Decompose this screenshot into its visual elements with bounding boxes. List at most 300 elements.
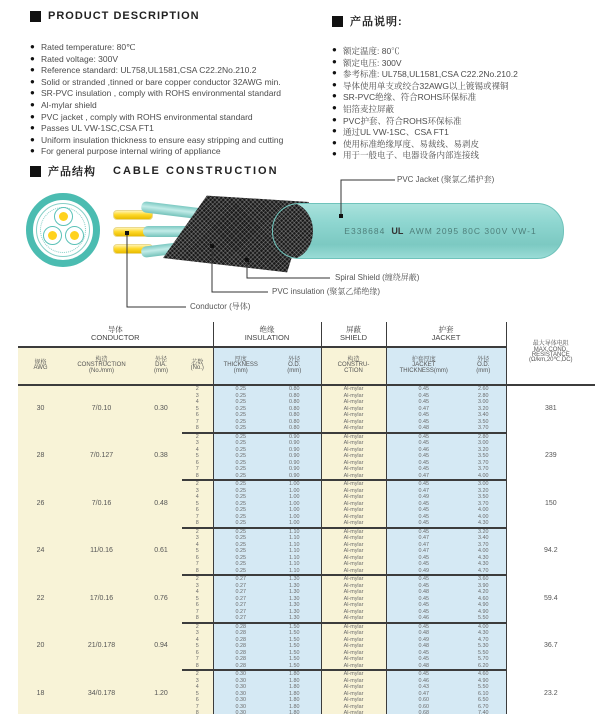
list-item-text: PVC护套、符合ROHS环保标准 [343, 115, 462, 126]
product-description-list-zh [332, 45, 518, 161]
cores-cell: 6 [182, 507, 213, 514]
ins-od-cell: 1.10 [268, 535, 321, 542]
core-circle [65, 226, 84, 245]
ins-thickness-cell: 0.27 [213, 589, 268, 596]
shield-cell: Al-mylar [321, 548, 386, 555]
ins-thickness-cell: 0.28 [213, 663, 268, 671]
ins-thickness-cell: 0.25 [213, 425, 268, 433]
jacket-od-cell: 4.00 [461, 548, 506, 555]
list-item-text: 通过UL VW-1SC、CSA FT1 [343, 127, 449, 138]
ins-od-cell: 1.50 [268, 663, 321, 671]
shield-cell: Al-mylar [321, 609, 386, 616]
jacket-thickness-cell: 0.48 [386, 425, 461, 433]
jacket-od-cell: 5.30 [461, 643, 506, 650]
list-item-text: 导体使用单支或绞合32AWG以上镀锡或裸铜 [343, 80, 509, 91]
shield-cell: Al-mylar [321, 535, 386, 542]
ins-thickness-cell: 0.30 [213, 691, 268, 698]
cores-cell: 7 [182, 514, 213, 521]
ins-thickness-cell: 0.25 [213, 466, 268, 473]
list-item-text: Solid or stranded ,tinned or bare copper conductor 32AWG min. [41, 76, 281, 87]
jacket-od-cell: 4.60 [461, 596, 506, 603]
spec-table [18, 322, 595, 714]
cores-cell: 7 [182, 466, 213, 473]
spec-row-28awg-2c [18, 433, 595, 441]
construction-cell: 34/0.178 [63, 670, 140, 714]
shield-cell: Al-mylar [321, 453, 386, 460]
jacket-od-cell: 3.40 [461, 412, 506, 419]
jacket-thickness-cell: 0.45 [386, 501, 461, 508]
jacket-thickness-cell: 0.43 [386, 684, 461, 691]
jacket-thickness-cell: 0.45 [386, 575, 461, 583]
cores-cell: 7 [182, 561, 213, 568]
cores-cell: 2 [182, 670, 213, 678]
shield-cell: Al-mylar [321, 596, 386, 603]
black-square-icon [30, 11, 41, 22]
jacket-od-cell: 4.30 [461, 561, 506, 568]
jacket-od-cell: 3.70 [461, 542, 506, 549]
jacket-thickness-cell: 0.45 [386, 514, 461, 521]
jacket-od-cell: 3.40 [461, 535, 506, 542]
construction-cell: 7/0.10 [63, 385, 140, 433]
dia-column-header: 外径 DIA. (mm) [140, 347, 182, 385]
shield-cell: Al-mylar [321, 419, 386, 426]
shield-cell: Al-mylar [321, 399, 386, 406]
ins-thickness-cell: 0.25 [213, 447, 268, 454]
jacket-thickness-cell: 0.49 [386, 568, 461, 576]
awg-cell: 18 [18, 670, 63, 714]
cores-cell: 3 [182, 488, 213, 495]
shield-cell: Al-mylar [321, 684, 386, 691]
ins-thickness-cell: 0.25 [213, 501, 268, 508]
spec-row-18awg-2c [18, 670, 595, 678]
ins-od-cell: 0.80 [268, 385, 321, 393]
cores-cell: 8 [182, 425, 213, 433]
jacket-od-cell: 5.50 [461, 615, 506, 623]
jacket-od-cell: 3.20 [461, 488, 506, 495]
jacket-thickness-cell: 0.60 [386, 697, 461, 704]
ins-od-cell: 0.80 [268, 425, 321, 433]
ins-thickness-cell: 0.30 [213, 678, 268, 685]
ins-od-cell: 0.90 [268, 466, 321, 473]
jacket-od-cell: 4.30 [461, 555, 506, 562]
bullet-icon: ● [30, 76, 35, 86]
cores-cell: 8 [182, 615, 213, 623]
insulation-group-header: 绝缘 INSULATION [213, 322, 321, 347]
ins-od-cell: 0.90 [268, 433, 321, 441]
jacket-od-cell: 4.90 [461, 678, 506, 685]
ins-od-cell: 1.50 [268, 623, 321, 631]
jacket-thickness-cell: 0.45 [386, 412, 461, 419]
product-description-title-text: PRODUCT DESCRIPTION [48, 10, 200, 22]
cores-cell: 8 [182, 520, 213, 528]
ins-od-cell: 1.00 [268, 507, 321, 514]
cable-print [328, 204, 553, 258]
jacket-thickness-cell: 0.45 [386, 596, 461, 603]
jacket-od-cell: 6.50 [461, 697, 506, 704]
ins-thickness-cell: 0.27 [213, 575, 268, 583]
shield-cell: Al-mylar [321, 704, 386, 711]
ins-thickness-cell: 0.30 [213, 710, 268, 714]
ins-thickness-cell: 0.25 [213, 473, 268, 481]
jacket-thickness-cell: 0.45 [386, 656, 461, 663]
jacket-thickness-cell: 0.45 [386, 433, 461, 441]
jacket-thickness-cell: 0.45 [386, 440, 461, 447]
shield-end-cap [272, 203, 313, 259]
cores-cell: 3 [182, 440, 213, 447]
product-description-title-zh [332, 13, 403, 29]
jacket-thickness-column-header: 护套厚度 JACKET THICKNESS(mm) [386, 347, 461, 385]
list-item [30, 88, 283, 100]
shield-cell: Al-mylar [321, 561, 386, 568]
ins-od-column-header: 外径 O.D. (mm) [268, 347, 321, 385]
shield-cell: Al-mylar [321, 507, 386, 514]
jacket-od-cell: 3.70 [461, 466, 506, 473]
jacket-thickness-cell: 0.47 [386, 406, 461, 413]
cable-construction-title [30, 163, 279, 179]
cores-cell: 3 [182, 630, 213, 637]
bullet-icon: ● [30, 65, 35, 75]
jacket-od-cell: 4.70 [461, 568, 506, 576]
jacket-thickness-cell: 0.45 [386, 460, 461, 467]
cable-cross-section [26, 193, 100, 267]
jacket-thickness-cell: 0.45 [386, 650, 461, 657]
jacket-od-cell: 3.70 [461, 501, 506, 508]
ins-thickness-cell: 0.30 [213, 684, 268, 691]
jacket-thickness-cell: 0.45 [386, 399, 461, 406]
shield-group-header: 屏蔽 SHIELD [321, 322, 386, 347]
shield-cell: Al-mylar [321, 575, 386, 583]
list-item-text: 额定温度: 80℃ [343, 46, 400, 56]
ins-od-cell: 1.30 [268, 575, 321, 583]
jacket-od-cell: 6.20 [461, 663, 506, 671]
bullet-icon: ● [30, 99, 35, 109]
shield-label: Spiral Shield (缠绕屏蔽) [335, 273, 420, 282]
jacket-thickness-cell: 0.45 [386, 507, 461, 514]
shield-cell: Al-mylar [321, 514, 386, 521]
jacket-od-cell: 4.00 [461, 473, 506, 481]
shield-cell: Al-mylar [321, 710, 386, 714]
cores-cell: 8 [182, 710, 213, 714]
ins-thickness-column-header: 厚度 THICKNESS (mm) [213, 347, 268, 385]
bullet-icon: ● [30, 88, 35, 98]
shield-cell: Al-mylar [321, 555, 386, 562]
spec-row-30awg-2c [18, 385, 595, 393]
shield-cell: Al-mylar [321, 440, 386, 447]
jacket-od-cell: 3.00 [461, 440, 506, 447]
bullet-icon: ● [332, 102, 337, 112]
list-item-text: For general purpose internal wiring of appliance [41, 146, 221, 157]
list-item [332, 103, 518, 115]
cores-cell: 2 [182, 480, 213, 488]
ins-od-cell: 1.10 [268, 528, 321, 536]
list-item [332, 149, 518, 161]
ins-thickness-cell: 0.30 [213, 697, 268, 704]
construction-cell: 17/0.16 [63, 575, 140, 623]
ins-thickness-cell: 0.25 [213, 453, 268, 460]
shield-construction-column-header: 构造 CONSTRU- CTION [321, 347, 386, 385]
black-square-icon [332, 16, 343, 27]
jacket-thickness-cell: 0.45 [386, 561, 461, 568]
jacket-thickness-cell: 0.47 [386, 473, 461, 481]
list-item [332, 138, 518, 150]
dia-cell: 1.20 [140, 670, 182, 714]
jacket-od-cell: 5.70 [461, 656, 506, 663]
shield-cell: Al-mylar [321, 630, 386, 637]
dia-cell: 0.94 [140, 623, 182, 671]
ins-od-cell: 0.80 [268, 393, 321, 400]
cores-cell: 5 [182, 501, 213, 508]
list-item-text: SR-PVC绝缘、符合ROHS环保标准 [343, 92, 477, 103]
bullet-icon: ● [332, 56, 337, 66]
ins-od-cell: 1.50 [268, 637, 321, 644]
dia-cell: 0.48 [140, 480, 182, 528]
jacket-thickness-cell: 0.47 [386, 542, 461, 549]
construction-cell: 7/0.127 [63, 433, 140, 481]
ins-od-cell: 1.00 [268, 520, 321, 528]
bullet-icon: ● [30, 146, 35, 156]
bullet-icon: ● [332, 91, 337, 101]
ul-mark-icon: UL [391, 226, 404, 236]
cores-cell: 5 [182, 406, 213, 413]
ins-od-cell: 1.00 [268, 501, 321, 508]
list-item [332, 80, 518, 92]
cores-cell: 5 [182, 453, 213, 460]
ins-od-cell: 0.80 [268, 399, 321, 406]
list-item-text: Reference standard: UL758,UL1581,CSA C22.2No.210.2 [41, 65, 257, 76]
group-header-row [18, 322, 595, 347]
jacket-thickness-cell: 0.45 [386, 466, 461, 473]
cores-cell: 3 [182, 583, 213, 590]
bullet-icon: ● [30, 42, 35, 51]
cores-cell: 2 [182, 385, 213, 393]
shield-cell: Al-mylar [321, 528, 386, 536]
spec-row-26awg-2c [18, 480, 595, 488]
cable-construction-title-zh: 产品结构 [48, 166, 96, 178]
jacket-od-cell: 5.50 [461, 684, 506, 691]
ins-thickness-cell: 0.25 [213, 555, 268, 562]
list-item-text: SR-PVC insulation , comply with ROHS environmental standard [41, 88, 281, 99]
ins-od-cell: 1.80 [268, 691, 321, 698]
jacket-od-cell: 4.00 [461, 514, 506, 521]
bullet-icon: ● [332, 114, 337, 124]
resistance-cell: 239 [506, 433, 595, 481]
cores-cell: 8 [182, 568, 213, 576]
shield-cell: Al-mylar [321, 393, 386, 400]
jacket-od-cell: 3.60 [461, 575, 506, 583]
ins-od-cell: 1.10 [268, 561, 321, 568]
list-item [30, 112, 283, 124]
bullet-icon: ● [332, 68, 337, 78]
shield-cell: Al-mylar [321, 615, 386, 623]
jacket-od-cell: 3.00 [461, 399, 506, 406]
jacket-od-cell: 4.00 [461, 507, 506, 514]
cores-cell: 4 [182, 637, 213, 644]
ins-od-cell: 1.80 [268, 684, 321, 691]
shield-cell: Al-mylar [321, 697, 386, 704]
ins-od-cell: 1.30 [268, 596, 321, 603]
jacket-od-cell: 3.50 [461, 494, 506, 501]
ins-thickness-cell: 0.30 [213, 670, 268, 678]
ul-file-number: E338684 [344, 226, 386, 236]
shield-cell: Al-mylar [321, 663, 386, 671]
ins-thickness-cell: 0.27 [213, 615, 268, 623]
shield-cell: Al-mylar [321, 406, 386, 413]
ins-od-cell: 0.90 [268, 473, 321, 481]
list-item-text: 用于一般电子、电器设备内部连接线 [343, 150, 480, 161]
ins-thickness-cell: 0.25 [213, 412, 268, 419]
ins-thickness-cell: 0.25 [213, 433, 268, 441]
ins-thickness-cell: 0.28 [213, 643, 268, 650]
jacket-label: PVC Jacket (聚氯乙烯护套) [397, 175, 495, 184]
jacket-thickness-cell: 0.68 [386, 710, 461, 714]
ins-od-cell: 0.80 [268, 419, 321, 426]
ins-od-cell: 0.90 [268, 447, 321, 454]
cores-cell: 2 [182, 433, 213, 441]
jacket-od-cell: 3.90 [461, 583, 506, 590]
shield-cell: Al-mylar [321, 637, 386, 644]
ins-thickness-cell: 0.25 [213, 419, 268, 426]
list-item [332, 115, 518, 127]
product-description-list-en [30, 42, 283, 158]
jacket-thickness-cell: 0.45 [386, 555, 461, 562]
awg-column-header: 规格 AWG [18, 347, 63, 385]
ins-od-cell: 1.30 [268, 615, 321, 623]
jacket-thickness-cell: 0.47 [386, 691, 461, 698]
ins-thickness-cell: 0.25 [213, 520, 268, 528]
jacket-od-cell: 4.30 [461, 520, 506, 528]
ins-thickness-cell: 0.27 [213, 583, 268, 590]
shield-cell: Al-mylar [321, 670, 386, 678]
ins-od-cell: 1.50 [268, 630, 321, 637]
ins-od-cell: 0.90 [268, 460, 321, 467]
jacket-od-cell: 7.40 [461, 710, 506, 714]
ins-od-cell: 1.80 [268, 697, 321, 704]
list-item [30, 54, 283, 66]
resistance-cell: 150 [506, 480, 595, 528]
shield-cell: Al-mylar [321, 602, 386, 609]
jacket-thickness-cell: 0.47 [386, 535, 461, 542]
cores-cell: 4 [182, 494, 213, 501]
list-item [30, 135, 283, 147]
jacket-thickness-cell: 0.47 [386, 548, 461, 555]
list-item-text: 使用标准绝缘厚度、易裁线、易剥皮 [343, 138, 480, 149]
jacket-od-cell: 3.00 [461, 480, 506, 488]
core-circle [43, 226, 62, 245]
cores-cell: 6 [182, 555, 213, 562]
list-item-text: Rated temperature: 80℃ [41, 42, 136, 52]
list-item-text: Uniform insulation thickness to ensure easy stripping and cutting [41, 134, 284, 145]
jacket-group-header: 护套 JACKET [386, 322, 506, 347]
resistance-cell: 23.2 [506, 670, 595, 714]
jacket-od-cell: 3.70 [461, 425, 506, 433]
shield-cell: Al-mylar [321, 473, 386, 481]
ins-od-cell: 1.30 [268, 589, 321, 596]
ins-od-cell: 1.00 [268, 514, 321, 521]
ins-thickness-cell: 0.25 [213, 480, 268, 488]
cores-cell: 7 [182, 704, 213, 711]
awg-cell: 28 [18, 433, 63, 481]
cores-cell: 3 [182, 535, 213, 542]
ins-od-cell: 1.00 [268, 488, 321, 495]
jacket-thickness-cell: 0.45 [386, 528, 461, 536]
cores-cell: 6 [182, 460, 213, 467]
jacket-od-cell: 3.50 [461, 453, 506, 460]
ins-od-cell: 1.30 [268, 602, 321, 609]
product-description-title [30, 10, 200, 22]
ins-thickness-cell: 0.25 [213, 548, 268, 555]
shield-cell: Al-mylar [321, 568, 386, 576]
jacket-od-cell: 2.80 [461, 433, 506, 441]
resistance-column-header: 最大导体电阻 MAX.COND. RESISTANCE (Ω/km,20℃,DC) [506, 322, 595, 385]
resistance-cell: 59.4 [506, 575, 595, 623]
shield-cell: Al-mylar [321, 425, 386, 433]
cable-rating-text: AWM 2095 80C 300V VW-1 [409, 226, 537, 236]
cores-cell: 2 [182, 575, 213, 583]
conductor-dot [48, 231, 57, 240]
product-description-title-zh-text: 产品说明: [350, 16, 403, 28]
list-item [332, 45, 518, 57]
ins-thickness-cell: 0.27 [213, 596, 268, 603]
bullet-icon: ● [332, 137, 337, 147]
jacket-thickness-cell: 0.48 [386, 663, 461, 671]
list-item [332, 57, 518, 69]
cores-column-header: 芯数 (No.) [182, 347, 213, 385]
dia-cell: 0.30 [140, 385, 182, 433]
shield-cell: Al-mylar [321, 501, 386, 508]
ins-thickness-cell: 0.28 [213, 650, 268, 657]
list-item [30, 65, 283, 77]
ins-od-cell: 1.80 [268, 670, 321, 678]
shield-cell: Al-mylar [321, 583, 386, 590]
ins-od-cell: 1.80 [268, 678, 321, 685]
list-item [332, 126, 518, 138]
cores-cell: 6 [182, 650, 213, 657]
jacket-thickness-cell: 0.45 [386, 670, 461, 678]
list-item [30, 42, 283, 54]
jacket-od-cell: 4.70 [461, 637, 506, 644]
cores-cell: 2 [182, 623, 213, 631]
jacket-od-cell: 5.50 [461, 650, 506, 657]
ins-od-cell: 0.90 [268, 440, 321, 447]
cores-cell: 8 [182, 473, 213, 481]
jacket-od-cell: 4.20 [461, 589, 506, 596]
construction-cell: 7/0.16 [63, 480, 140, 528]
insulation-label: PVC insulation (聚氯乙烯绝缘) [272, 287, 381, 296]
cores-cell: 7 [182, 656, 213, 663]
shield-cell: Al-mylar [321, 494, 386, 501]
jacket-thickness-cell: 0.48 [386, 589, 461, 596]
ins-thickness-cell: 0.25 [213, 494, 268, 501]
ins-od-cell: 1.10 [268, 568, 321, 576]
conductor-group-header: 导体 CONDUCTOR [18, 322, 213, 347]
bullet-icon: ● [332, 149, 337, 159]
ins-thickness-cell: 0.25 [213, 568, 268, 576]
jacket-thickness-cell: 0.49 [386, 494, 461, 501]
ins-thickness-cell: 0.25 [213, 460, 268, 467]
shield-cell: Al-mylar [321, 447, 386, 454]
jacket-od-cell: 3.20 [461, 447, 506, 454]
ins-thickness-cell: 0.27 [213, 609, 268, 616]
cores-cell: 6 [182, 602, 213, 609]
ins-thickness-cell: 0.25 [213, 399, 268, 406]
awg-cell: 24 [18, 528, 63, 576]
shield-cell: Al-mylar [321, 466, 386, 473]
list-item-text: 铝箔麦拉屏蔽 [343, 103, 395, 114]
cable-construction-title-en: CABLE CONSTRUCTION [113, 165, 279, 177]
jacket-thickness-cell: 0.45 [386, 385, 461, 393]
ins-od-cell: 1.50 [268, 656, 321, 663]
ins-od-cell: 1.50 [268, 643, 321, 650]
